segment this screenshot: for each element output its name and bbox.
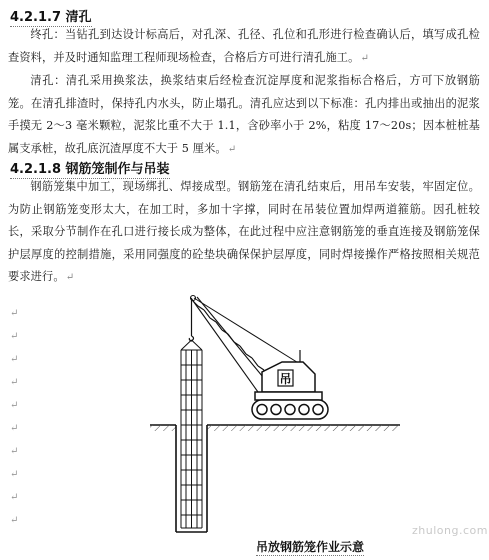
crane-boom: [191, 296, 273, 393]
paragraph-mark: ↵: [10, 492, 19, 503]
paragraph-final-hole-text: 终孔：当钻孔到达设计标高后，对孔深、孔径、孔位和孔形进行检查确认后，填写成孔检查资料，并及时通知监理工程师现场检查，合格后方可进行清孔施工。: [8, 28, 480, 64]
paragraph-mark: ↵: [10, 308, 19, 319]
ground-line: [150, 425, 400, 431]
section-heading-cleaning-text: 4.2.1.7 清孔: [10, 10, 92, 25]
paragraph-mark: ↵: [360, 52, 369, 64]
watermark: zhulong.com: [412, 524, 488, 537]
paragraph-cage-fabrication-text: 钢筋笼集中加工，现场绑扎、焊接成型。钢筋笼在清孔结束后，用吊车安装，牢固定位。为防止钢筋笼变形太大，在加工时，多加十字撑，同时在吊装位置加焊两道箍筋。因孔桩较长，采取分节制作在孔口进行接长成为整体，在此过程中应注意钢筋笼的垂直连接及钢筋笼保护层厚度的控制措施，采用同强度的砼垫块确保保护层厚度，同时焊接操作严格按照相关规范要求进行。: [8, 180, 480, 283]
paragraph-mark: ↵: [10, 423, 19, 434]
rebar-cage: [181, 340, 202, 528]
crane-cab-label: 吊: [279, 372, 292, 386]
crane-tracks: [252, 392, 328, 419]
section-heading-cage-text: 4.2.1.8 钢筋笼制作与吊装: [10, 162, 170, 177]
paragraph-mark: ↵: [10, 354, 19, 365]
paragraph-mark: ↵: [10, 446, 19, 457]
paragraph-mark: ↵: [10, 469, 19, 480]
figure-caption: 吊放钢筋笼作业示意: [256, 540, 365, 554]
paragraph-hole-cleaning-text: 清孔：清孔采用换浆法，换浆结束后经检查沉淀厚度和泥浆指标合格后，方可下放钢筋笼。在清孔排渣时，保持孔内水头，防止塌孔。清孔应达到以下标准：孔内排出或抽出的泥浆手摸无 2～3 毫米颗粒，泥浆比重不大于 1.1，含砂率小于 2%，粘度 17～20s；因本桩桩基属支承桩，故孔底沉渣厚度不大于 5 厘米。: [8, 74, 480, 155]
paragraph-mark: ↵: [227, 143, 237, 155]
paragraph-mark: ↵: [10, 331, 19, 342]
hoist-rope: [189, 299, 193, 341]
paragraph-mark: ↵: [10, 400, 19, 411]
paragraph-mark: ↵: [65, 272, 75, 283]
paragraph-mark: ↵: [10, 377, 19, 388]
paragraph-mark: ↵: [10, 515, 19, 526]
